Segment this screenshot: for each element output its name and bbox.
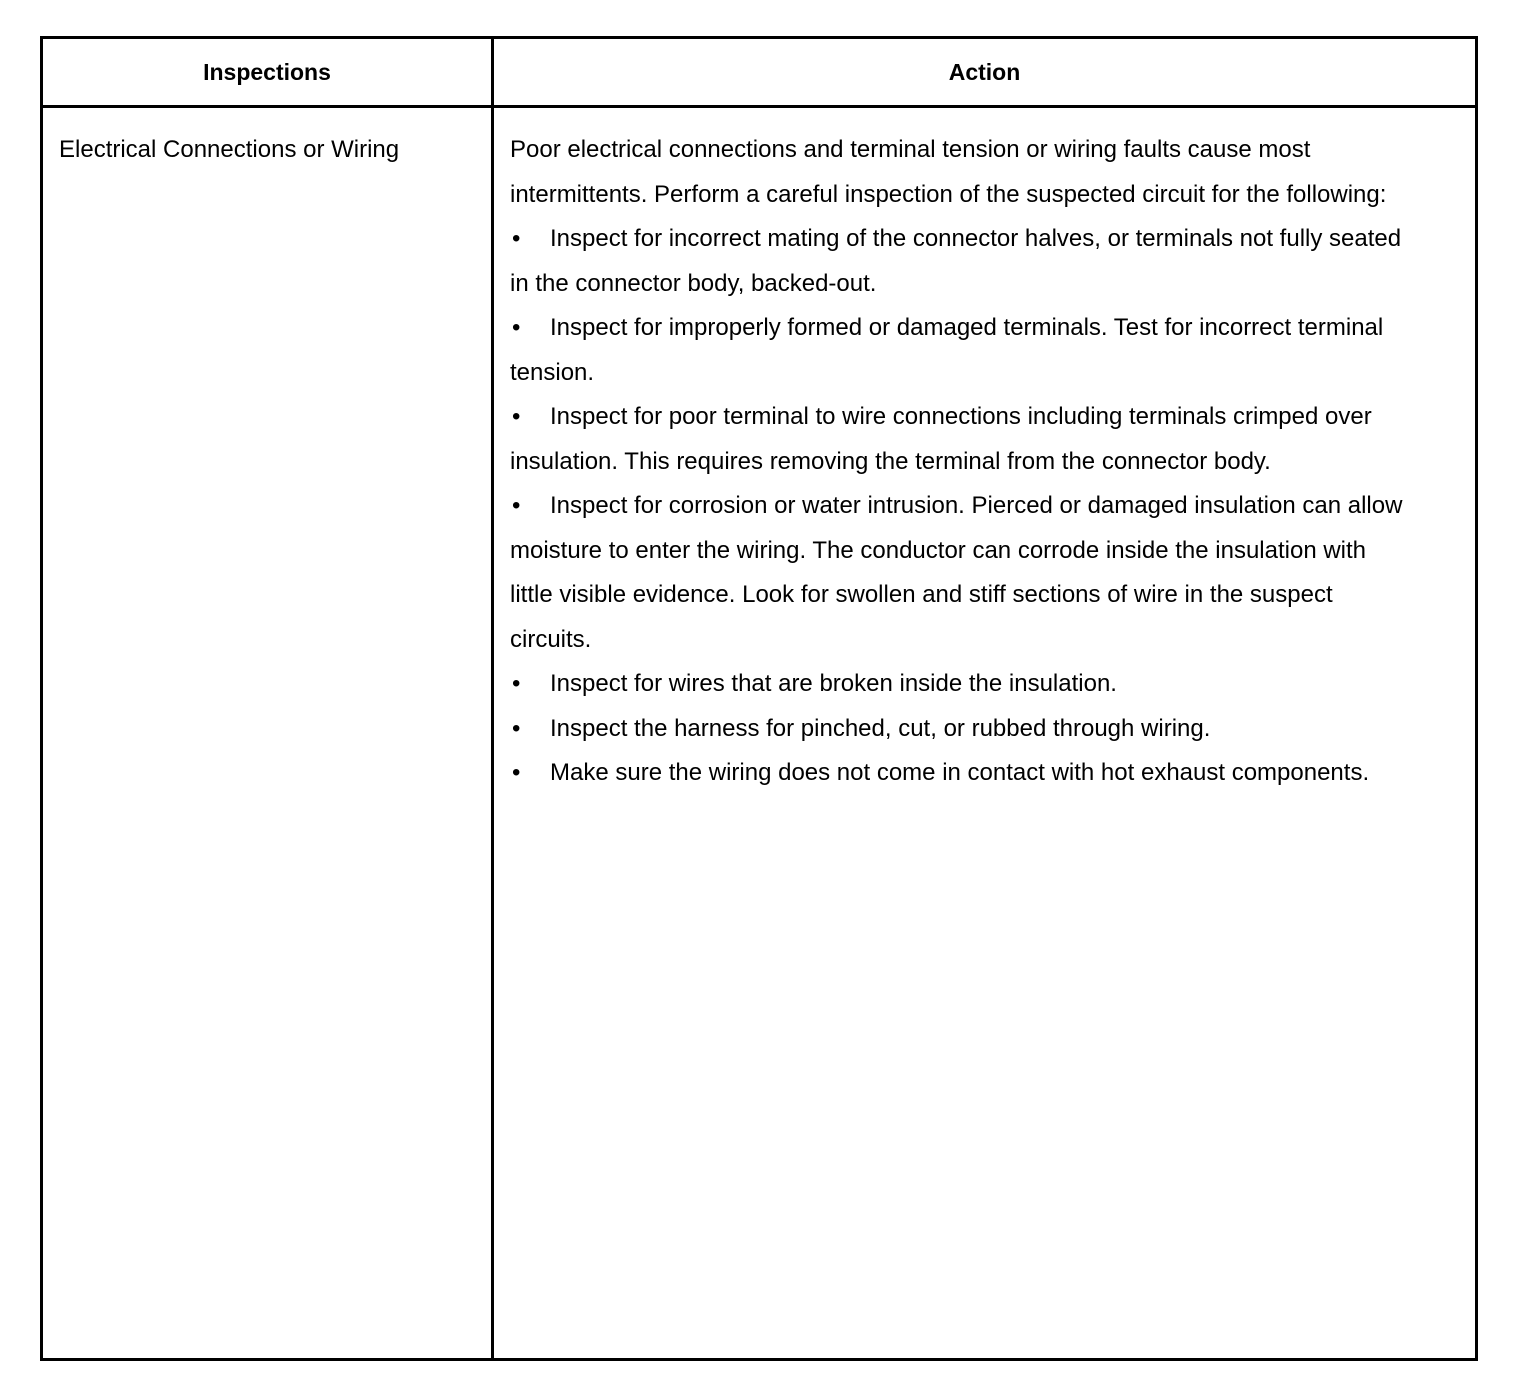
inspection-table xyxy=(40,36,1478,1361)
inspection-cell: Electrical Connections or Wiring xyxy=(59,136,400,163)
bullet-text: Inspect for incorrect mating of the connector halves, or terminals not fully seated in the connector body, backed-out. xyxy=(510,225,1402,297)
bullet-item xyxy=(510,217,1410,306)
bullet-icon: • xyxy=(512,225,521,252)
bullet-item xyxy=(510,662,1410,707)
bullet-text: Inspect the harness for pinched, cut, or rubbed through wiring. xyxy=(550,714,1211,742)
bullet-icon: • xyxy=(512,759,521,786)
header-inspections: Inspections xyxy=(203,58,331,85)
column-divider xyxy=(491,39,494,1358)
bullet-icon: • xyxy=(512,492,521,519)
bullet-item xyxy=(510,395,1410,484)
bullet-item xyxy=(510,751,1410,796)
bullet-text: Inspect for wires that are broken inside the insulation. xyxy=(550,670,1117,697)
table-header-row xyxy=(43,39,1475,108)
bullet-text: Inspect for poor terminal to wire connections including terminals crimped over insulation. This requires removing the terminal from the connector body. xyxy=(510,403,1372,475)
action-intro: Poor electrical connections and terminal tension or wiring faults cause most intermittents. Perform a careful inspection of the suspected circuit for the following: xyxy=(510,136,1387,208)
action-cell xyxy=(510,128,1410,796)
bullet-icon: • xyxy=(512,670,521,697)
bullet-text: Inspect for corrosion or water intrusion. Pierced or damaged insulation can allow moisture to enter the wiring. The conductor can corrode inside the insulation with little visible evidence. Look for swollen and stiff sections of wire in the suspect circuits. xyxy=(510,492,1403,653)
bullet-item xyxy=(510,306,1410,395)
bullet-text: Inspect for improperly formed or damaged terminals. Test for incorrect terminal tension. xyxy=(510,314,1384,386)
bullet-text: Make sure the wiring does not come in contact with hot exhaust components. xyxy=(550,759,1370,786)
bullet-icon: • xyxy=(512,314,521,341)
bullet-icon: • xyxy=(512,403,521,430)
bullet-item xyxy=(510,484,1410,662)
bullet-icon: • xyxy=(512,714,521,742)
bullet-item xyxy=(510,707,1410,752)
header-action: Action xyxy=(948,58,1021,85)
